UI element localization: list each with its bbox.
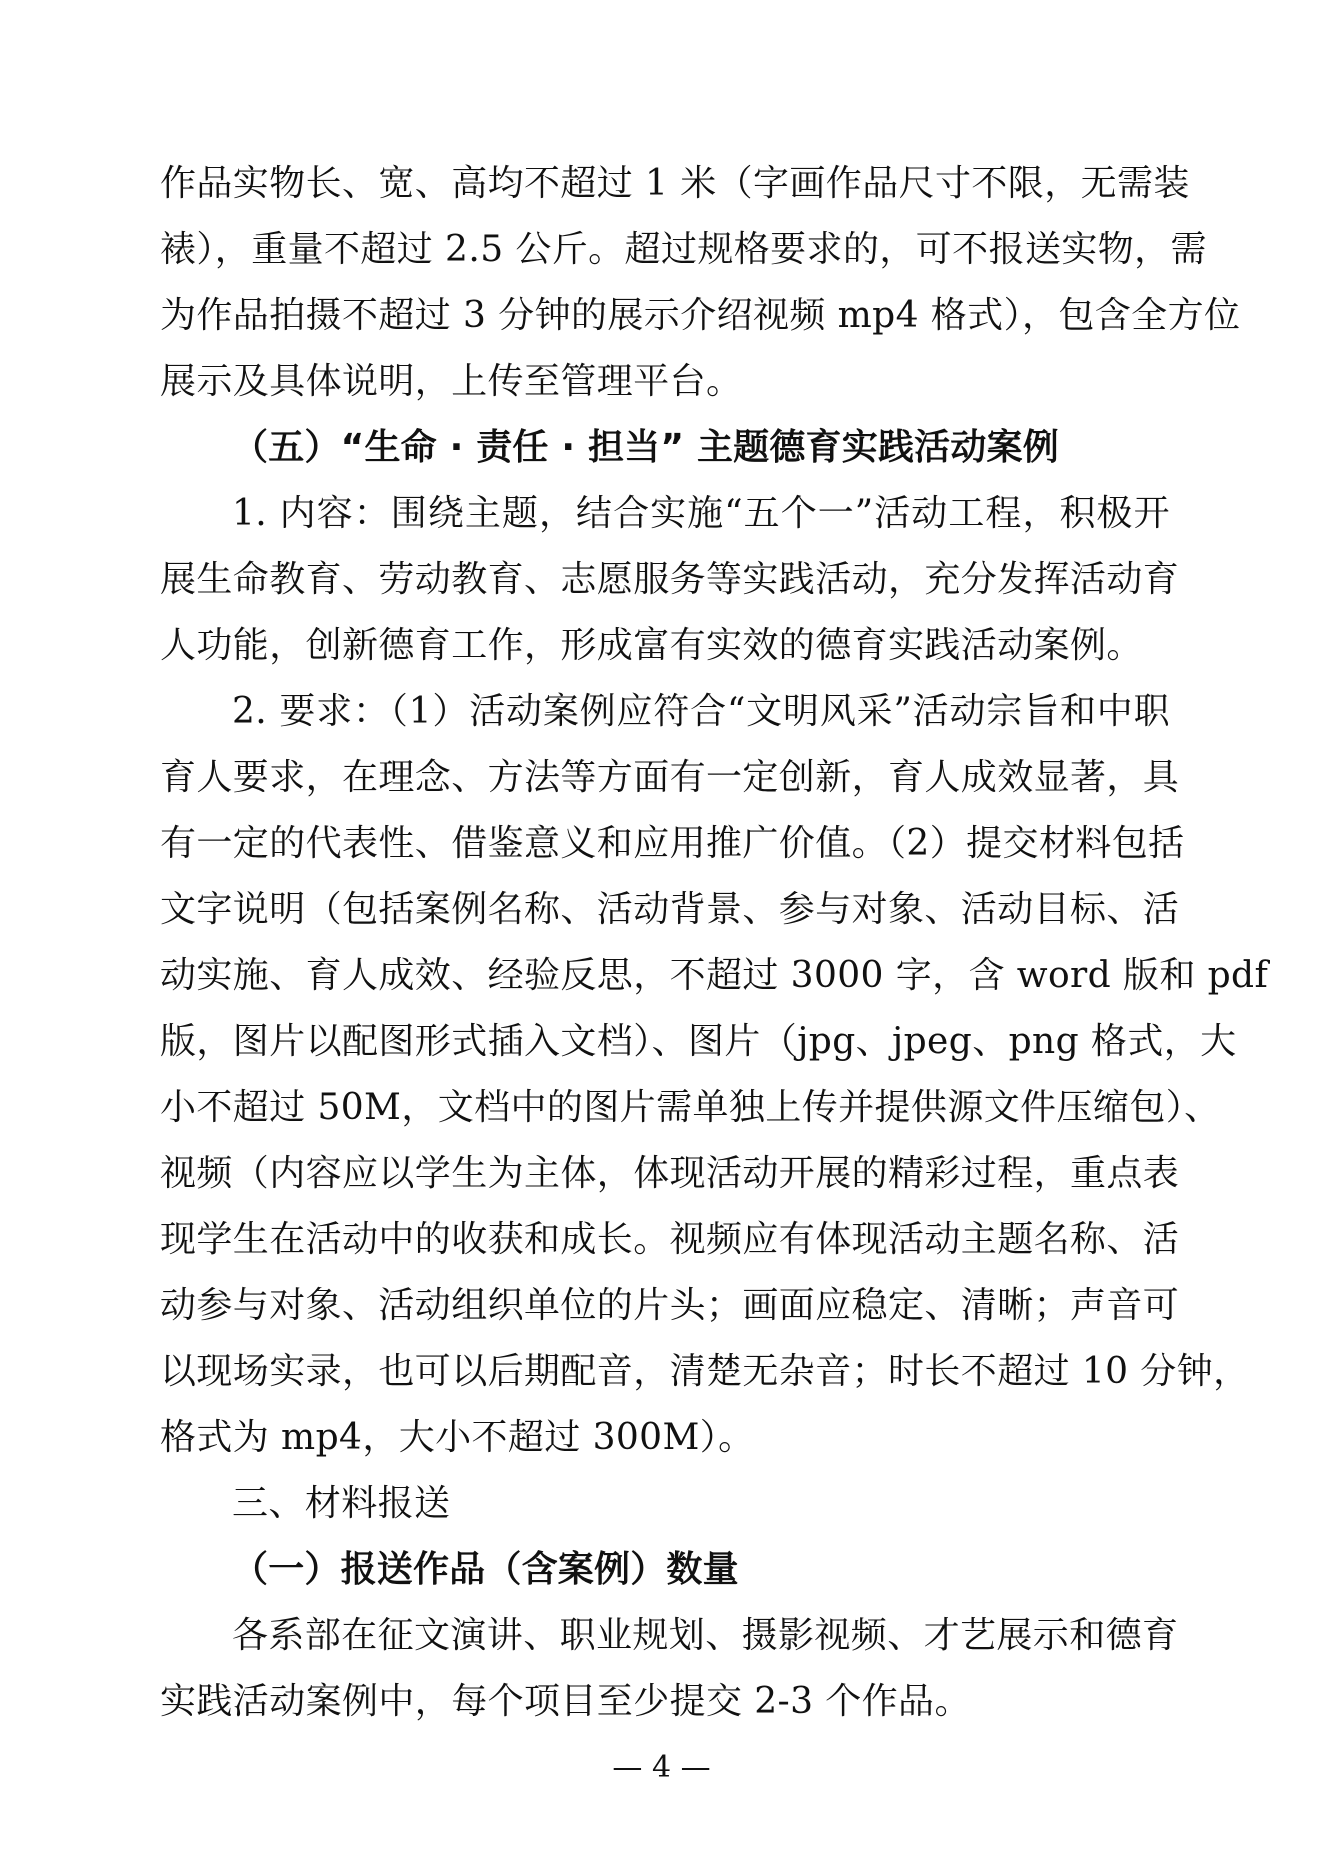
body-line: 小不超过 50M，文档中的图片需单独上传并提供源文件压缩包）、	[160, 1087, 1221, 1128]
body-line: 现学生在活动中的收获和成长。视频应有体现活动主题名称、活	[160, 1219, 1180, 1260]
body-line: 1. 内容：围绕主题，结合实施“五个一”活动工程，积极开	[232, 493, 1170, 534]
subsection-heading-1: （一）报送作品（含案例）数量	[232, 1549, 739, 1590]
body-line: 动实施、育人成效、经验反思，不超过 3000 字，含 word 版和 pdf	[160, 955, 1269, 996]
body-line: 为作品拍摄不超过 3 分钟的展示介绍视频 mp4 格式），包含全方位	[160, 295, 1241, 336]
body-line: 人功能，创新德育工作，形成富有实效的德育实践活动案例。	[160, 625, 1143, 666]
body-line: 展生命教育、劳动教育、志愿服务等实践活动，充分发挥活动育	[160, 559, 1180, 600]
body-line: 实践活动案例中，每个项目至少提交 2-3 个作品。	[160, 1681, 971, 1722]
body-line: 视频（内容应以学生为主体，体现活动开展的精彩过程，重点表	[160, 1153, 1180, 1194]
body-line: 有一定的代表性、借鉴意义和应用推广价值。（2）提交材料包括	[160, 823, 1185, 864]
body-line: 格式为 mp4，大小不超过 300M）。	[160, 1417, 755, 1458]
body-line: 版，图片以配图形式插入文档）、图片（jpg、jpeg、png 格式，大	[160, 1021, 1237, 1062]
body-line: 裱），重量不超过 2.5 公斤。超过规格要求的，可不报送实物，需	[160, 229, 1207, 270]
body-line: 动参与对象、活动组织单位的片头；画面应稳定、清晰；声音可	[160, 1285, 1180, 1326]
body-line: 文字说明（包括案例名称、活动背景、参与对象、活动目标、活	[160, 889, 1180, 930]
section-heading-5: （五）“生命 · 责任 · 担当” 主题德育实践活动案例	[232, 427, 1059, 468]
body-line: 各系部在征文演讲、职业规划、摄影视频、才艺展示和德育	[232, 1615, 1179, 1656]
section-heading-3: 三、材料报送	[232, 1483, 451, 1524]
body-line: 育人要求，在理念、方法等方面有一定创新，育人成效显著，具	[160, 757, 1180, 798]
page-number: — 4 —	[612, 1750, 711, 1785]
body-line: 作品实物长、宽、高均不超过 1 米（字画作品尺寸不限，无需装	[160, 163, 1190, 204]
body-line: 2. 要求：（1）活动案例应符合“文明风采”活动宗旨和中职	[232, 691, 1170, 732]
body-line: 展示及具体说明，上传至管理平台。	[160, 361, 743, 402]
body-line: 以现场实录，也可以后期配音，清楚无杂音；时长不超过 10 分钟，	[160, 1351, 1250, 1392]
